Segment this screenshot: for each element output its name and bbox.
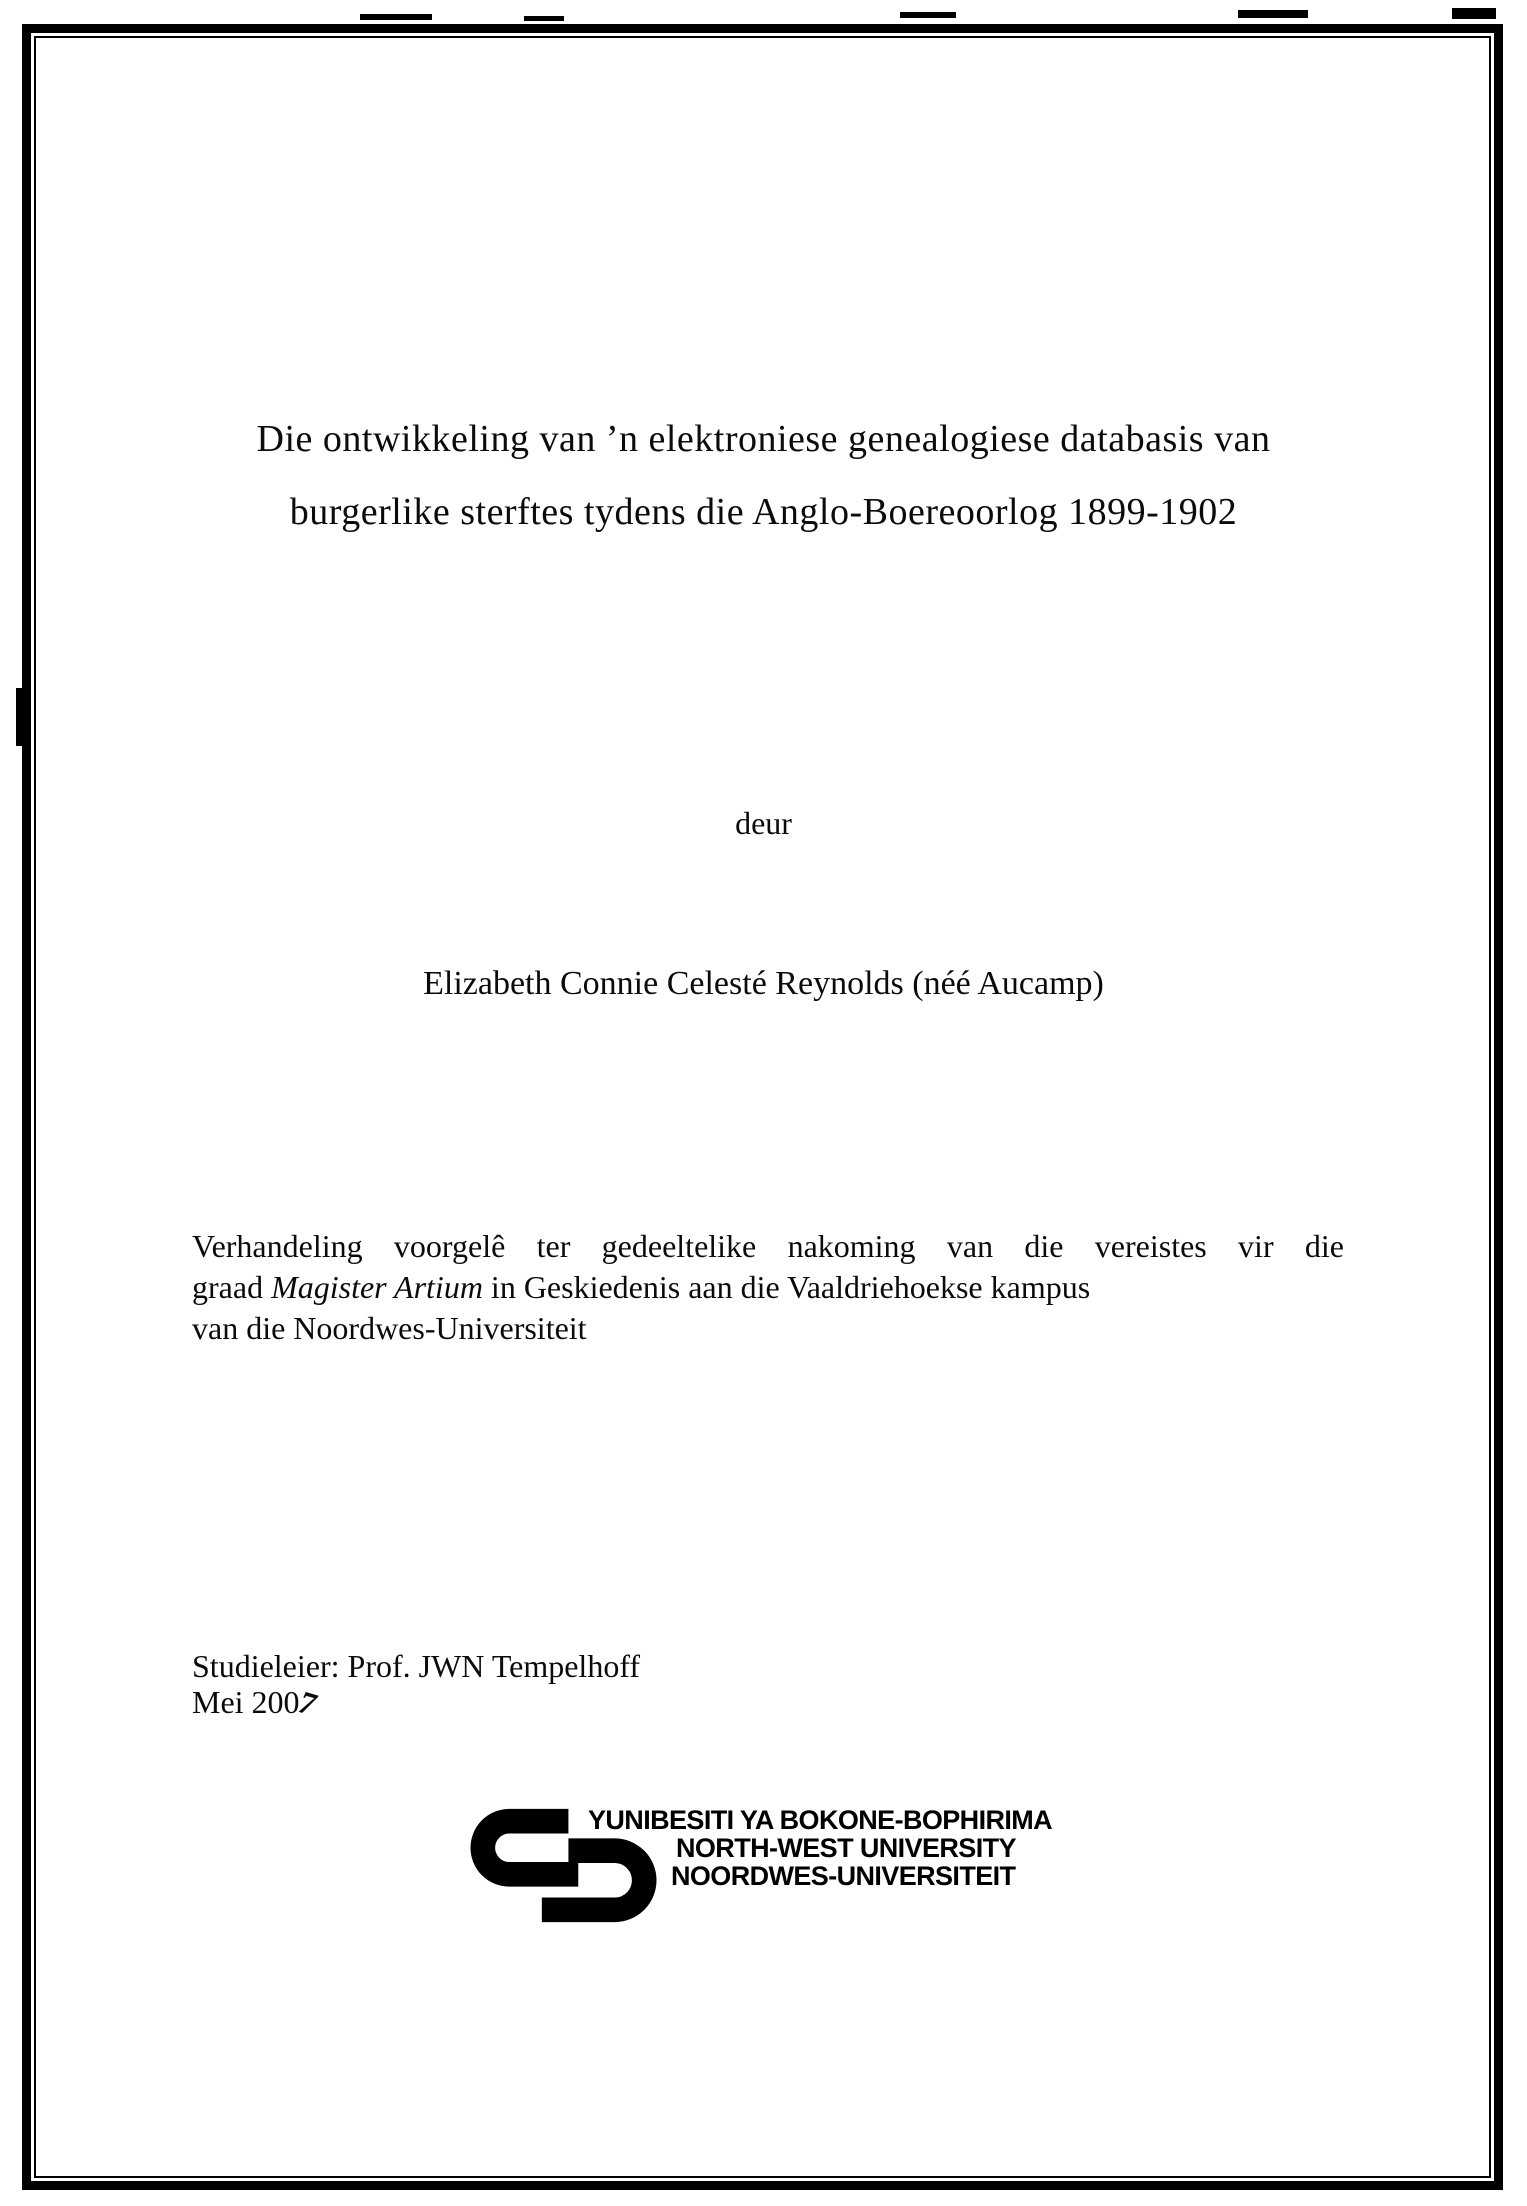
- scan-artifact: [360, 14, 432, 20]
- thesis-title-line-2: burgerlike sterftes tydens die Anglo-Boereoorlog 1899-1902: [289, 491, 1238, 533]
- supervisor-line: Studieleier: Prof. JWN Tempelhoff: [192, 1648, 641, 1684]
- declaration-line-2-post: in Geskiedenis aan die Vaaldriehoekse kampus: [482, 1269, 1091, 1305]
- byline-label: deur: [735, 805, 792, 841]
- scan-artifact: [1238, 10, 1308, 18]
- date-prefix: Mei 200: [192, 1684, 300, 1720]
- date-last-digit: 7: [292, 1684, 323, 1722]
- degree-declaration: [192, 1226, 1344, 1349]
- declaration-line-1: Verhandeling voorgelê ter gedeeltelike nakoming van die vereistes vir die: [192, 1228, 1344, 1264]
- degree-name-italic: Magister Artium: [271, 1269, 483, 1305]
- date-line: [192, 1684, 323, 1722]
- university-name-english: NORTH-WEST UNIVERSITY: [676, 1833, 1016, 1863]
- thesis-title-line-1: Die ontwikkeling van ’n elektroniese genealogiese databasis van: [256, 418, 1271, 460]
- university-name-afrikaans: NOORDWES-UNIVERSITEIT: [671, 1861, 1016, 1891]
- scan-artifact: [1452, 8, 1496, 19]
- scan-artifact: [900, 12, 956, 18]
- declaration-line-3: van die Noordwes-Universiteit: [192, 1310, 587, 1346]
- scan-artifact: [524, 16, 564, 21]
- author-name: Elizabeth Connie Celesté Reynolds (néé Aucamp): [423, 965, 1104, 1002]
- declaration-line-2: [192, 1267, 1344, 1308]
- university-name-setswana: YUNIBESITI YA BOKONE-BOPHIRIMA: [588, 1805, 1053, 1835]
- thesis-title: [0, 403, 1527, 549]
- declaration-line-2-pre: graad: [192, 1269, 272, 1305]
